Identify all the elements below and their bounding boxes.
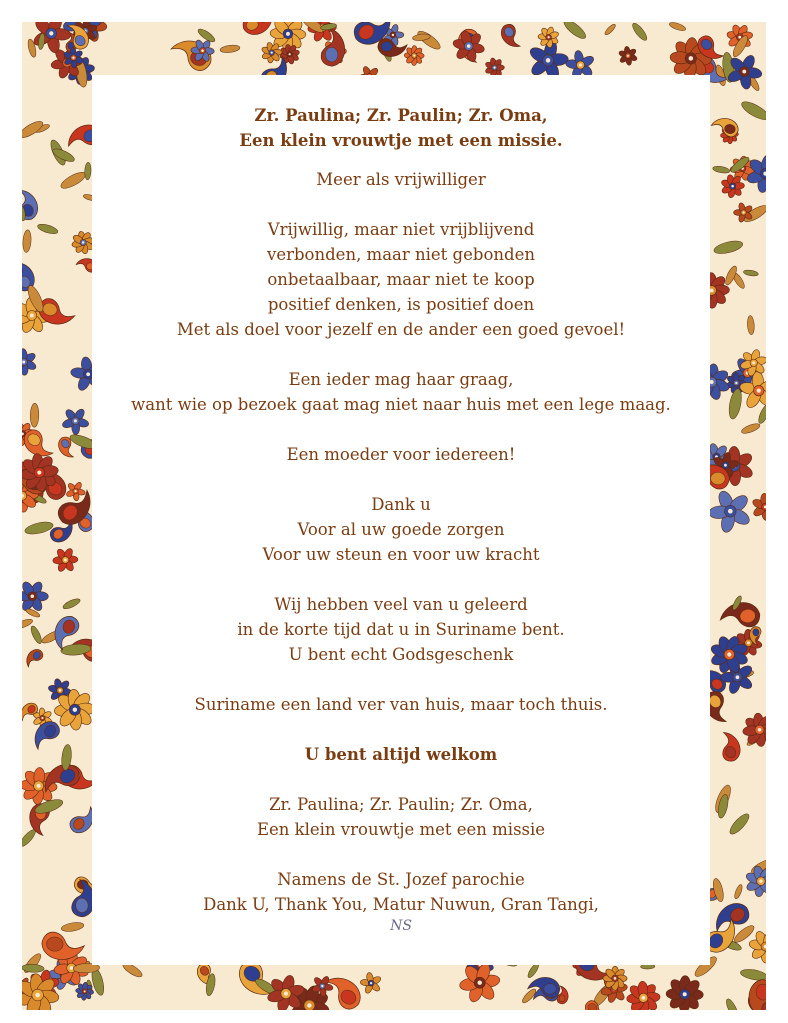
stanza-1-line: verbonden, maar niet gebonden [267,245,535,264]
stanza-4-line: Voor uw steun en voor uw kracht [262,545,540,564]
welcome-line: U bent altijd welkom [304,745,498,764]
sign-off-line: Dank U, Thank You, Matur Nuwun, Gran Tangi, [203,895,599,914]
poem-panel [92,75,710,965]
stanza-1-line: onbetaalbaar, maar niet te koop [267,270,535,289]
stanza-2-line: want wie op bezoek gaat mag niet naar huis met een lege maag. [131,395,671,414]
stanza-1-line: Vrijwillig, maar niet vrijblijvend [267,220,535,239]
closing-line: Zr. Paulina; Zr. Paulin; Zr. Oma, [269,795,533,814]
sign-off-line: Namens de St. Jozef parochie [277,870,525,889]
stanza-2-line: Een ieder mag haar graag, [288,370,514,389]
stanza-5-line: U bent echt Godsgeschenk [288,645,514,664]
signature-initials: NS [390,918,412,934]
closing-line: Een klein vrouwtje met een missie [256,820,546,839]
poem-subtitle: Meer als vrijwilliger [316,170,486,189]
stanza-3-line: Een moeder voor iedereen! [286,445,516,464]
stanza-6-line: Suriname een land ver van huis, maar toch thuis. [194,695,608,714]
stanza-4-line: Dank u [371,495,431,514]
stanza-1-line: Met als doel voor jezelf en de ander een goed gevoel! [176,320,626,339]
stanza-5-line: in de korte tijd dat u in Suriname bent. [237,620,565,639]
poem-title-line-2: Een klein vrouwtje met een missie. [239,131,563,150]
poem-title-line-1: Zr. Paulina; Zr. Paulin; Zr. Oma, [254,106,548,125]
poem [92,103,710,935]
stanza-5-line: Wij hebben veel van u geleerd [274,595,528,614]
stanza-1-line: positief denken, is positief doen [267,295,535,314]
stanza-4-line: Voor al uw goede zorgen [297,520,505,539]
